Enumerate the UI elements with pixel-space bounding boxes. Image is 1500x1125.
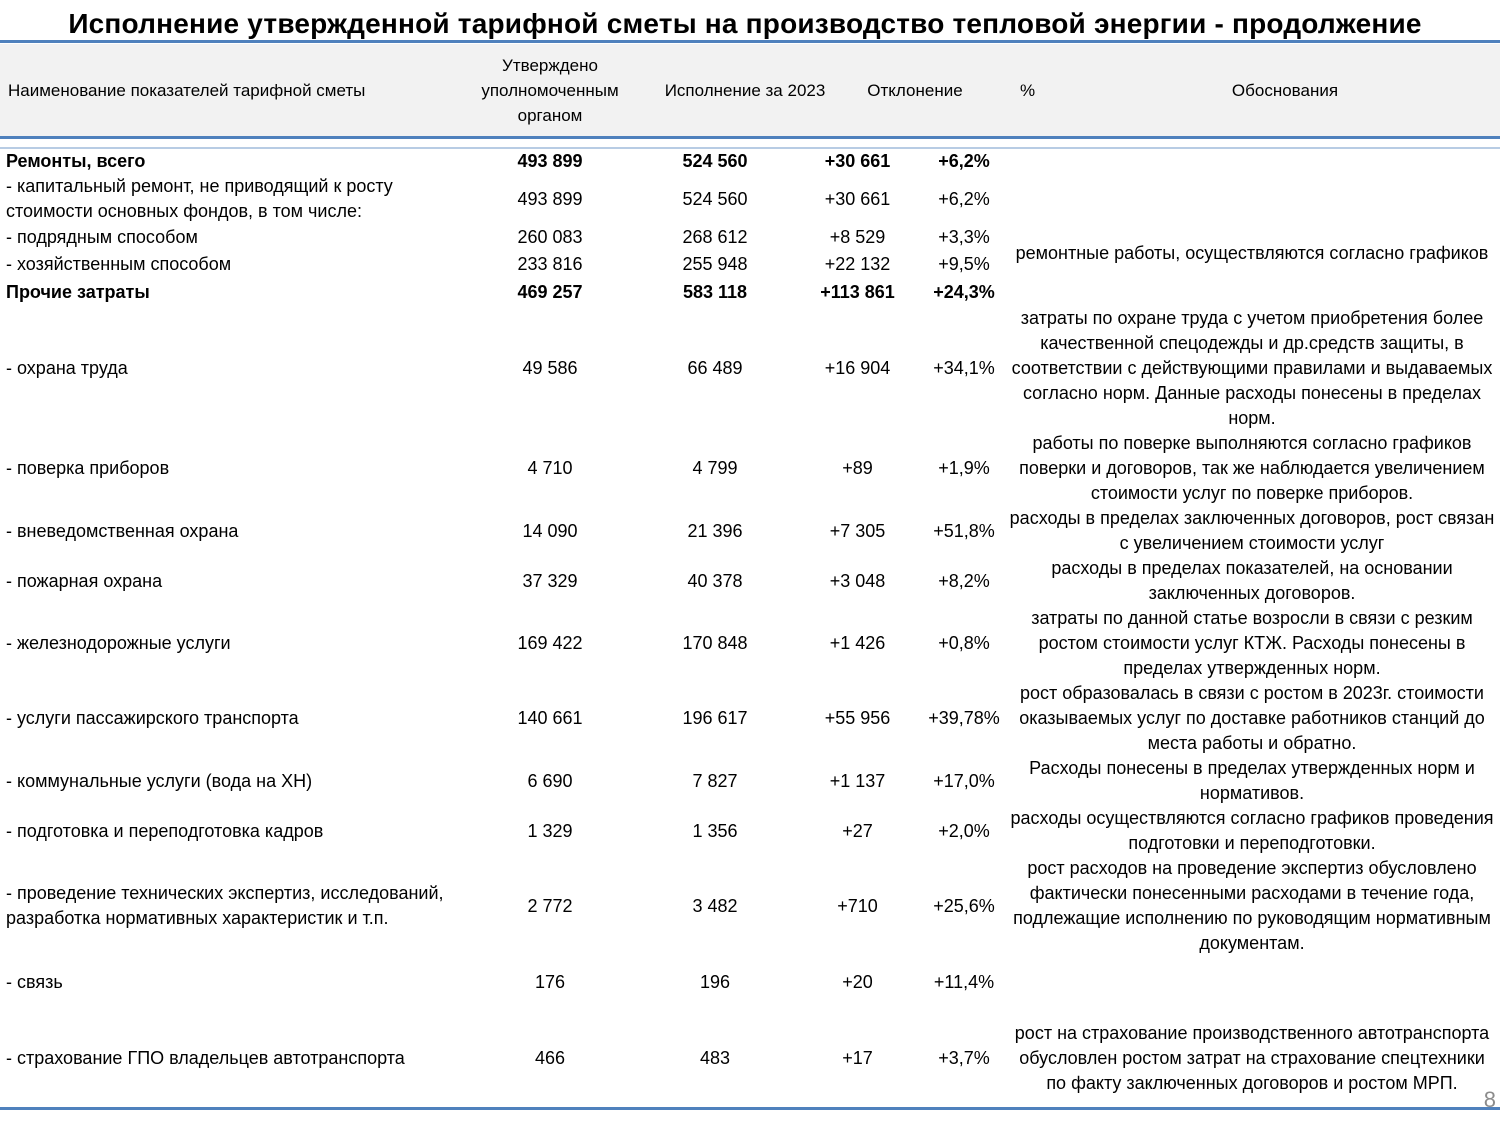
table-row [0,556,1500,606]
row-justification: затраты по данной статье возросли в связи с резким ростом стоимости услуг КТЖ. Расходы понесены в пределах утвержденных норм. [1031,608,1473,678]
row-deviation: +8 529 [829,227,886,247]
row-executed: 3 482 [692,895,738,916]
row-executed: 483 [699,1047,731,1068]
row-deviation: +22 132 [824,254,891,274]
header-name: Наименование показателей тарифной сметы [8,80,366,100]
table-row [0,174,1500,224]
row-approved: 493 899 [517,188,583,209]
row-justification: расходы в пределах показателей, на основании заключенных договоров. [1051,558,1453,603]
row-justification: работы по поверке выполняются согласно графиков поверки и договоров, так же наблюдается увеличением стоимости услуг по поверке приборов. [1019,433,1485,503]
table-row [0,756,1500,806]
table-row [0,278,1500,306]
table-row [0,681,1500,756]
row-approved: 6 690 [527,770,573,791]
row-executed: 66 489 [687,358,743,378]
row-deviation: +7 305 [829,520,886,541]
row-executed: 524 560 [682,150,748,171]
row-executed: 170 848 [682,633,748,653]
header-justification: Обоснования [1231,80,1339,100]
row-name: - хозяйственным способом [6,254,232,274]
row-approved: 4 710 [527,458,573,478]
row-name: Прочие затраты [6,281,150,302]
row-deviation: +27 [842,820,873,841]
row-percent: +3,3% [938,227,990,247]
row-deviation: +30 661 [824,188,891,209]
row-name: - железнодорожные услуги [6,633,231,653]
row-executed: 268 612 [682,227,748,247]
row-executed: 7 827 [692,770,738,791]
row-percent: +17,0% [933,770,995,791]
row-approved: 469 257 [517,281,583,302]
row-name: - подготовка и переподготовка кадров [6,820,324,841]
row-percent: +1,9% [938,458,990,478]
row-approved: 176 [534,971,566,992]
row-percent: +6,2% [938,188,990,209]
row-name: - пожарная охрана [6,570,163,591]
row-deviation: +16 904 [824,358,891,378]
row-deviation: +1 137 [829,770,886,791]
row-deviation: +20 [842,971,873,992]
header-deviation: Отклонение [867,80,963,100]
row-executed: 196 617 [682,708,748,728]
row-approved: 169 422 [517,633,583,653]
table-row [0,148,1500,174]
header-bottom-rule [0,136,1500,139]
row-approved: 140 661 [517,708,583,728]
row-justification: расходы в пределах заключенных договоров, рост связан с увеличением стоимости услуг [1009,508,1495,553]
row-deviation: +3 048 [829,570,886,591]
header-approved: Утверждено уполномоченным органом [481,55,619,125]
row-executed: 4 799 [692,458,738,478]
row-name: - связь [6,971,63,992]
row-approved: 1 329 [527,820,573,841]
header-executed: Исполнение за 2023 [664,80,826,100]
row-approved: 2 772 [527,895,573,916]
row-percent: +0,8% [938,633,990,653]
row-name: - коммунальные услуги (вода на ХН) [6,770,313,791]
row-name: - вневедомственная охрана [6,520,239,541]
row-executed: 1 356 [692,820,738,841]
row-percent: +24,3% [933,281,995,302]
row-justification: рост расходов на проведение экспертиз обусловлено фактически понесенными расходами в течение года, подлежащие исполнению по руководящим нормативным документам. [1013,858,1491,953]
row-justification: затраты по охране труда с учетом приобретения более качественной спецодежды и др.средств защиты, в соответствии с действующими правилами и выдаваемых согласно норм. Данные расходы понесены в пределах норм. [1011,308,1493,428]
header-percent: % [1020,80,1036,100]
row-name: - подрядным способом [6,227,198,247]
row-executed: 524 560 [682,188,748,209]
row-name: - капитальный ремонт, не приводящий к росту стоимости основных фондов, в том числе: [6,176,393,221]
page-title: Исполнение утвержденной тарифной сметы на производство тепловой энергии - продолжение [68,8,1422,39]
row-percent: +9,5% [938,254,990,274]
bottom-rule [0,1107,1500,1110]
row-percent: +8,2% [938,570,990,591]
row-executed: 40 378 [687,570,743,591]
row-name: - страхование ГПО владельцев автотранспорта [6,1047,405,1068]
row-approved: 493 899 [517,150,583,171]
row-deviation: +113 861 [820,281,895,302]
row-deviation: +89 [842,458,873,478]
row-name: - поверка приборов [6,458,170,478]
merged-justification: ремонтные работы, осуществляются согласно графиков [1015,242,1489,263]
table-row [0,606,1500,681]
row-percent: +6,2% [938,150,990,171]
row-executed: 255 948 [682,254,748,274]
row-name: - проведение технических экспертиз, исследований, разработка нормативных характеристик и т.п. [6,883,444,928]
row-name: - услуги пассажирского транспорта [6,708,299,728]
row-percent: +34,1% [933,358,995,378]
table-row [0,856,1500,956]
row-percent: +2,0% [938,820,990,841]
table-row [0,1008,1500,1108]
row-approved: 233 816 [517,254,583,274]
table-row [0,956,1500,1008]
row-percent: +3,7% [938,1047,990,1068]
row-percent: +39,78% [928,708,1000,728]
row-deviation: +1 426 [829,633,886,653]
row-name: Ремонты, всего [6,150,146,171]
row-justification: Расходы понесены в пределах утвержденных норм и нормативов. [1029,758,1475,803]
table-row [0,506,1500,556]
row-executed: 196 [699,971,731,992]
row-executed: 21 396 [687,520,743,541]
row-percent: +51,8% [933,520,995,541]
row-percent: +11,4% [933,971,995,992]
row-deviation: +55 956 [824,708,891,728]
row-deviation: +17 [842,1047,873,1068]
table-body [0,148,1500,1108]
row-executed: 583 118 [682,281,748,302]
row-name: - охрана труда [6,358,128,378]
page-number: 8 [1483,1087,1496,1112]
row-justification: расходы осуществляются согласно графиков проведения подготовки и переподготовки. [1010,808,1494,853]
row-justification: рост на страхование производственного автотранспорта обусловлен ростом затрат на страхование спецтехники по факту заключенных договоров и ростом МРП. [1014,1022,1490,1093]
row-approved: 466 [534,1047,566,1068]
row-justification: рост образовалась в связи с ростом в 2023г. стоимости оказываемых услуг по доставке работников станций до места работы и обратно. [1019,683,1485,753]
table-row [0,306,1500,431]
row-deviation: +710 [837,895,878,916]
table-row [0,806,1500,856]
row-approved: 49 586 [522,358,578,378]
table-row [0,431,1500,506]
row-percent: +25,6% [933,895,995,916]
header-top-rule [0,40,1500,43]
row-approved: 37 329 [522,570,578,591]
row-deviation: +30 661 [824,150,891,171]
row-approved: 260 083 [517,227,583,247]
row-approved: 14 090 [522,520,578,541]
